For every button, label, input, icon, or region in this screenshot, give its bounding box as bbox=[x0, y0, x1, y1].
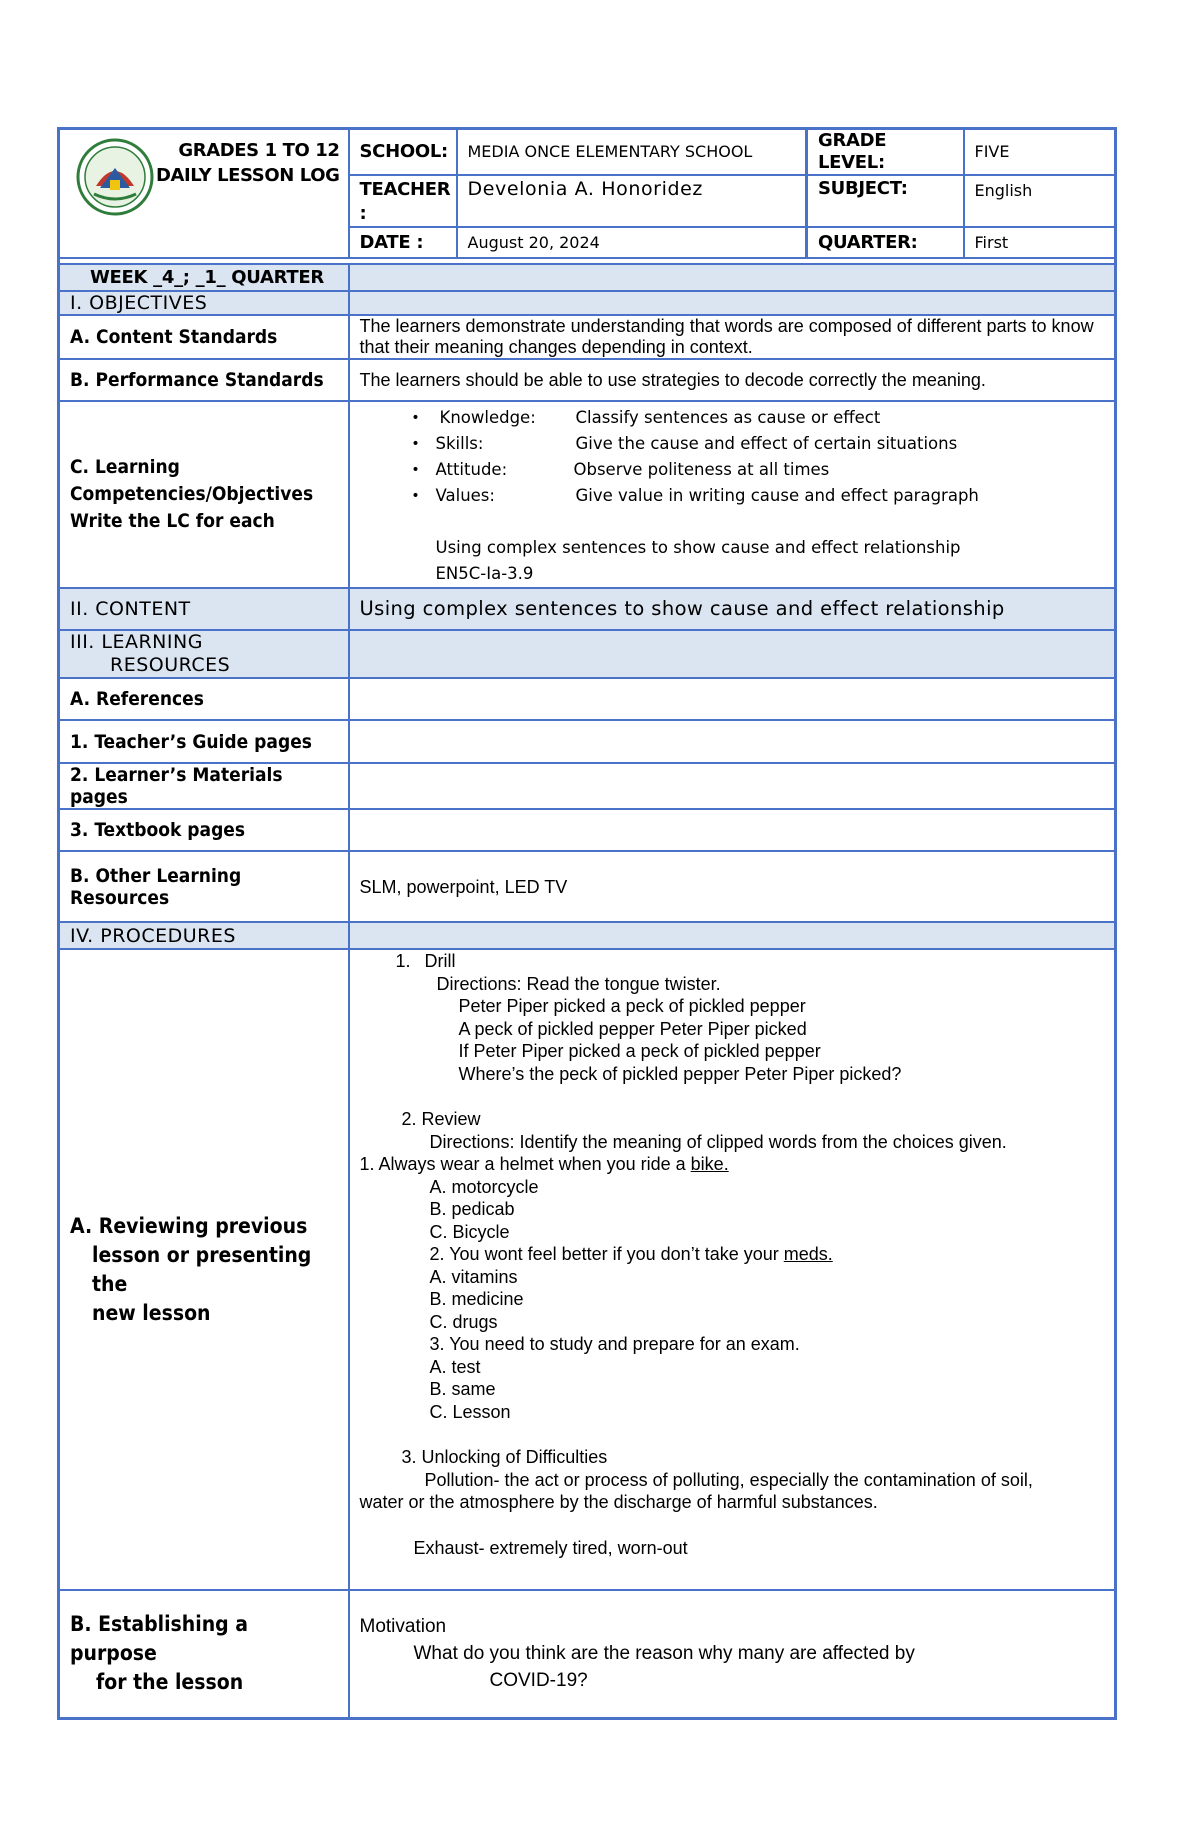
learning-resources-label bbox=[59, 630, 349, 678]
week-value-cell bbox=[349, 264, 1116, 291]
choice: B. pedicab bbox=[429, 1199, 515, 1219]
competency-summary: Using complex sentences to show cause and effect relationship bbox=[435, 538, 961, 557]
other-resources-text: SLM, powerpoint, LED TV bbox=[349, 851, 1116, 922]
school-value: MEDIA ONCE ELEMENTARY SCHOOL bbox=[457, 129, 807, 176]
references-value-cell bbox=[349, 678, 1116, 720]
school-label: SCHOOL: bbox=[349, 129, 457, 176]
drill-title: Drill bbox=[424, 951, 456, 971]
references-label: A. References bbox=[59, 678, 349, 720]
learners-materials-label: 2. Learner’s Materials pages bbox=[59, 763, 349, 809]
bullet-icon: • bbox=[411, 462, 420, 478]
date-label: DATE : bbox=[349, 227, 457, 258]
objectives-label: I. OBJECTIVES bbox=[59, 291, 349, 315]
competency-item bbox=[360, 431, 1105, 457]
review-directions: Directions: Identify the meaning of clipped words from the choices given. bbox=[429, 1131, 1007, 1152]
reviewing-label-line3: new lesson bbox=[92, 1300, 211, 1325]
content-label: II. CONTENT bbox=[59, 588, 349, 630]
competency-key: Attitude: bbox=[435, 460, 508, 479]
learning-resources-label-line2: RESOURCES bbox=[110, 654, 231, 676]
content-text: Using complex sentences to show cause and effect relationship bbox=[349, 588, 1116, 630]
competency-code: EN5C-Ia-3.9 bbox=[435, 564, 534, 583]
bullet-icon: • bbox=[411, 488, 420, 504]
choice: A. test bbox=[429, 1356, 481, 1377]
teachers-guide-label: 1. Teacher’s Guide pages bbox=[59, 720, 349, 763]
grade-level-label: GRADE LEVEL: bbox=[807, 129, 964, 176]
question-1-text: 1. Always wear a helmet when you ride a bbox=[359, 1154, 691, 1174]
objectives-value-cell bbox=[349, 291, 1116, 315]
subject-value: English bbox=[964, 175, 1116, 227]
question-3: 3. You need to study and prepare for an exam. bbox=[429, 1334, 800, 1354]
motivation-question-line2: COVID-19? bbox=[489, 1670, 588, 1692]
competencies-label-line3: Write the LC for each bbox=[70, 510, 275, 532]
purpose-label-line2: for the lesson bbox=[96, 1670, 244, 1695]
content-standards-label: A. Content Standards bbox=[59, 315, 349, 359]
competency-item bbox=[360, 483, 1105, 509]
drill-number: 1. bbox=[395, 951, 411, 971]
learning-resources-value-cell bbox=[349, 630, 1116, 678]
teachers-guide-value-cell bbox=[349, 720, 1116, 763]
competency-value: Classify sentences as cause or effect bbox=[575, 408, 881, 427]
competency-key: Skills: bbox=[435, 434, 484, 453]
review-title: 2. Review bbox=[401, 1109, 481, 1129]
twister-line: Where’s the peck of pickled pepper Peter Piper picked? bbox=[458, 1063, 902, 1084]
procedures-value-cell bbox=[349, 922, 1116, 949]
lesson-log-sheet bbox=[57, 127, 1114, 1720]
pollution-definition-line1: Pollution- the act or process of polluting, especially the contamination of soil, bbox=[424, 1469, 1033, 1490]
choice: C. Bicycle bbox=[429, 1221, 510, 1242]
choice: B. medicine bbox=[429, 1289, 524, 1309]
pollution-definition-line2: water or the atmosphere by the discharge of harmful substances. bbox=[359, 1492, 878, 1512]
grade-level-value: FIVE bbox=[964, 129, 1116, 176]
twister-line: Peter Piper picked a peck of pickled pepper bbox=[458, 996, 806, 1016]
question-1-word: bike. bbox=[690, 1154, 729, 1174]
header-title-cell bbox=[59, 129, 349, 259]
performance-standards-text: The learners should be able to use strategies to decode correctly the meaning. bbox=[349, 359, 1116, 401]
exhaust-definition: Exhaust- extremely tired, worn-out bbox=[413, 1537, 688, 1558]
competency-item bbox=[360, 405, 1105, 431]
unlocking-title: 3. Unlocking of Difficulties bbox=[401, 1447, 608, 1467]
choice: C. drugs bbox=[429, 1311, 498, 1332]
competencies-label-line2: Competencies/Objectives bbox=[70, 483, 314, 505]
question-2-word: meds. bbox=[783, 1244, 833, 1264]
quarter-label: QUARTER: bbox=[807, 227, 964, 258]
question-2 bbox=[360, 1243, 1105, 1266]
motivation-question-line1: What do you think are the reason why many are affected by bbox=[413, 1643, 915, 1665]
reviewing-label-line1: A. Reviewing previous bbox=[70, 1213, 308, 1238]
twister-line: If Peter Piper picked a peck of pickled pepper bbox=[458, 1041, 821, 1061]
teacher-value: Develonia A. Honoridez bbox=[457, 175, 807, 227]
competency-key: Values: bbox=[435, 486, 495, 505]
choice: C. Lesson bbox=[429, 1401, 511, 1422]
competency-value: Give value in writing cause and effect paragraph bbox=[575, 486, 979, 505]
motivation-title: Motivation bbox=[359, 1616, 447, 1638]
textbook-value-cell bbox=[349, 809, 1116, 851]
competency-value: Give the cause and effect of certain situations bbox=[575, 434, 958, 453]
learning-resources-label-line1: III. LEARNING bbox=[70, 631, 203, 653]
purpose-label-cell bbox=[59, 1590, 349, 1718]
bullet-icon: • bbox=[411, 436, 420, 452]
teacher-label-cell bbox=[349, 175, 457, 227]
learners-materials-value-cell bbox=[349, 763, 1116, 809]
purpose-content bbox=[349, 1590, 1116, 1718]
choice: A. motorcycle bbox=[429, 1176, 539, 1197]
week-label: WEEK _4_; _1_ QUARTER bbox=[59, 264, 349, 291]
choice: A. vitamins bbox=[429, 1266, 518, 1287]
question-1 bbox=[360, 1153, 1105, 1176]
competency-key: Knowledge: bbox=[439, 408, 536, 427]
subject-label: SUBJECT: bbox=[807, 175, 964, 227]
competency-item bbox=[360, 457, 1105, 483]
textbook-label: 3. Textbook pages bbox=[59, 809, 349, 851]
performance-standards-label: B. Performance Standards bbox=[59, 359, 349, 401]
teacher-label: TEACHER bbox=[359, 179, 451, 200]
reviewing-label-line2: lesson or presenting the bbox=[92, 1242, 312, 1296]
reviewing-label-cell bbox=[59, 949, 349, 1590]
quarter-value: First bbox=[964, 227, 1116, 258]
reviewing-content bbox=[349, 949, 1116, 1590]
choice: B. same bbox=[429, 1379, 496, 1399]
header-title-line1: GRADES 1 TO 12 bbox=[178, 140, 340, 161]
header-title-line2: DAILY LESSON LOG bbox=[155, 165, 340, 186]
lesson-log-table bbox=[57, 127, 1117, 1720]
content-standards-text: The learners demonstrate understanding that words are composed of different parts to know that their meaning changes depending in context. bbox=[349, 315, 1116, 359]
purpose-label-line1: B. Establishing a purpose bbox=[70, 1612, 249, 1666]
drill-directions: Directions: Read the tongue twister. bbox=[436, 973, 721, 994]
competency-value: Observe politeness at all times bbox=[573, 460, 830, 479]
teacher-colon: : bbox=[359, 203, 367, 224]
date-value: August 20, 2024 bbox=[457, 227, 807, 258]
school-seal-icon bbox=[76, 138, 154, 216]
procedures-label: IV. PROCEDURES bbox=[59, 922, 349, 949]
question-2-text: 2. You wont feel better if you don’t take your bbox=[429, 1244, 784, 1264]
other-resources-label: B. Other Learning Resources bbox=[59, 851, 349, 922]
competencies-label-line1: C. Learning bbox=[70, 456, 180, 478]
bullet-icon: • bbox=[411, 410, 420, 426]
twister-line: A peck of pickled pepper Peter Piper picked bbox=[458, 1018, 807, 1039]
competencies-label-cell bbox=[59, 401, 349, 588]
competencies-content bbox=[349, 401, 1116, 588]
